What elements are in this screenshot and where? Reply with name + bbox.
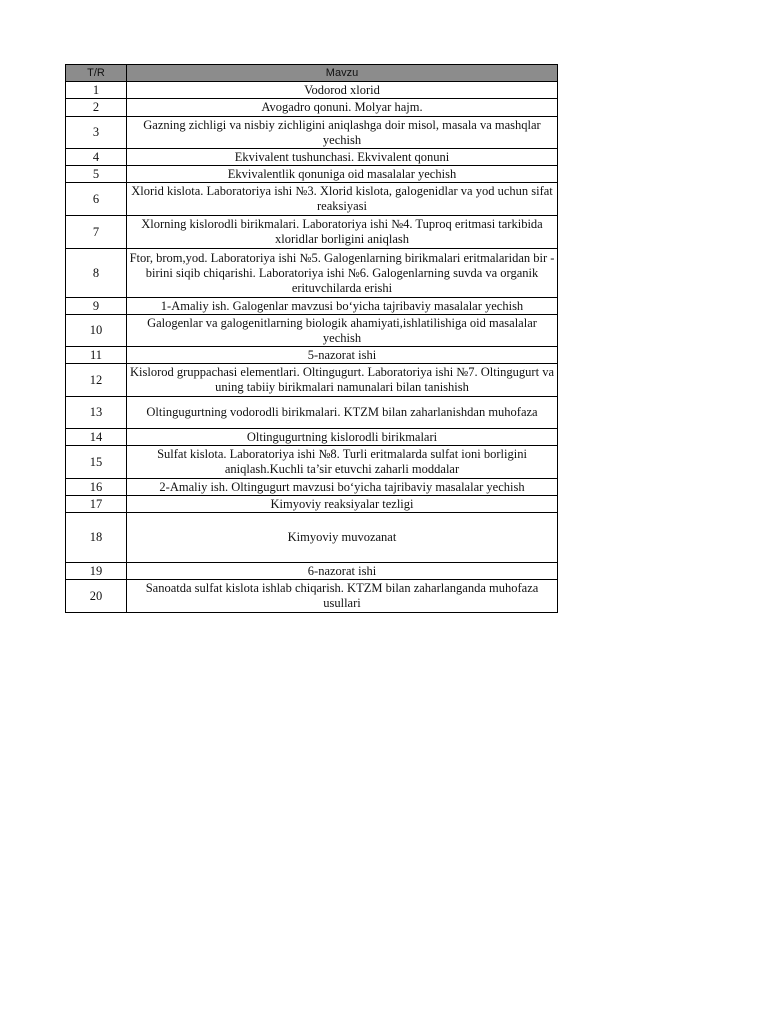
row-number: 1	[66, 82, 127, 99]
table-row	[66, 298, 558, 315]
row-topic: Galogenlar va galogenitlarning biologik ahamiyati,ishlatilishiga oid masalalar yechish	[127, 315, 558, 347]
row-number: 10	[66, 315, 127, 347]
row-topic: Sanoatda sulfat kislota ishlab chiqarish. KTZM bilan zaharlanganda muhofaza usullari	[127, 580, 558, 613]
table-row	[66, 183, 558, 216]
topics-table	[65, 64, 558, 613]
row-topic: Gazning zichligi va nisbiy zichligini aniqlashga doir misol, masala va mashqlar yechish	[127, 117, 558, 149]
row-topic: Vodorod xlorid	[127, 82, 558, 99]
row-topic: Oltingugurtning kislorodli birikmalari	[127, 429, 558, 446]
row-topic: 2-Amaliy ish. Oltingugurt mavzusi bo‘yicha tajribaviy masalalar yechish	[127, 479, 558, 496]
row-topic: Ekvivalent tushunchasi. Ekvivalent qonuni	[127, 149, 558, 166]
row-number: 20	[66, 580, 127, 613]
row-topic: Ftor, brom,yod. Laboratoriya ishi №5. Galogenlarning birikmalari eritmalaridan bir - birini siqib chiqarishi. Laboratoriya ishi №6. Galogenlarning suvda va organik erituvchilarda erishi	[127, 249, 558, 298]
table-row	[66, 315, 558, 347]
row-topic: 6-nazorat ishi	[127, 563, 558, 580]
table-row	[66, 479, 558, 496]
row-number: 9	[66, 298, 127, 315]
row-number: 13	[66, 397, 127, 429]
row-number: 5	[66, 166, 127, 183]
row-topic: Ekvivalentlik qonuniga oid masalalar yechish	[127, 166, 558, 183]
row-number: 7	[66, 216, 127, 249]
row-number: 15	[66, 446, 127, 479]
row-topic: Avogadro qonuni. Molyar hajm.	[127, 99, 558, 117]
table-row	[66, 117, 558, 149]
row-number: 2	[66, 99, 127, 117]
table-row	[66, 166, 558, 183]
column-header-topic: Mavzu	[127, 65, 558, 82]
table-row	[66, 513, 558, 563]
table-row	[66, 446, 558, 479]
table-row	[66, 249, 558, 298]
table-row	[66, 580, 558, 613]
table-row	[66, 82, 558, 99]
table-row	[66, 364, 558, 397]
row-number: 17	[66, 496, 127, 513]
table-row	[66, 347, 558, 364]
row-topic: Xlorning kislorodli birikmalari. Laboratoriya ishi №4. Tuproq eritmasi tarkibida xloridlar borligini aniqlash	[127, 216, 558, 249]
table-row	[66, 149, 558, 166]
row-number: 11	[66, 347, 127, 364]
row-number: 4	[66, 149, 127, 166]
table-row	[66, 216, 558, 249]
row-topic: 1-Amaliy ish. Galogenlar mavzusi bo‘yicha tajribaviy masalalar yechish	[127, 298, 558, 315]
row-topic: Oltingugurtning vodorodli birikmalari. KTZM bilan zaharlanishdan muhofaza	[127, 397, 558, 429]
table-row	[66, 563, 558, 580]
row-topic: Sulfat kislota. Laboratoriya ishi №8. Turli eritmalarda sulfat ioni borligini aniqlash.Kuchli ta’sir etuvchi zaharli moddalar	[127, 446, 558, 479]
row-number: 8	[66, 249, 127, 298]
table-row	[66, 429, 558, 446]
row-number: 12	[66, 364, 127, 397]
row-topic: Kislorod gruppachasi elementlari. Oltingugurt. Laboratoriya ishi №7. Oltingugurt va uning tabiiy birikmalari namunalari bilan tanishish	[127, 364, 558, 397]
table-row	[66, 397, 558, 429]
row-number: 14	[66, 429, 127, 446]
row-topic: Xlorid kislota. Laboratoriya ishi №3. Xlorid kislota, galogenidlar va yod uchun sifat reaksiyasi	[127, 183, 558, 216]
table-row	[66, 99, 558, 117]
row-number: 3	[66, 117, 127, 149]
row-number: 18	[66, 513, 127, 563]
table-row	[66, 496, 558, 513]
column-header-number: T/R	[66, 65, 127, 82]
row-number: 16	[66, 479, 127, 496]
table-header-row	[66, 65, 558, 82]
row-topic: 5-nazorat ishi	[127, 347, 558, 364]
row-number: 19	[66, 563, 127, 580]
row-topic: Kimyoviy muvozanat	[127, 513, 558, 563]
row-topic: Kimyoviy reaksiyalar tezligi	[127, 496, 558, 513]
row-number: 6	[66, 183, 127, 216]
